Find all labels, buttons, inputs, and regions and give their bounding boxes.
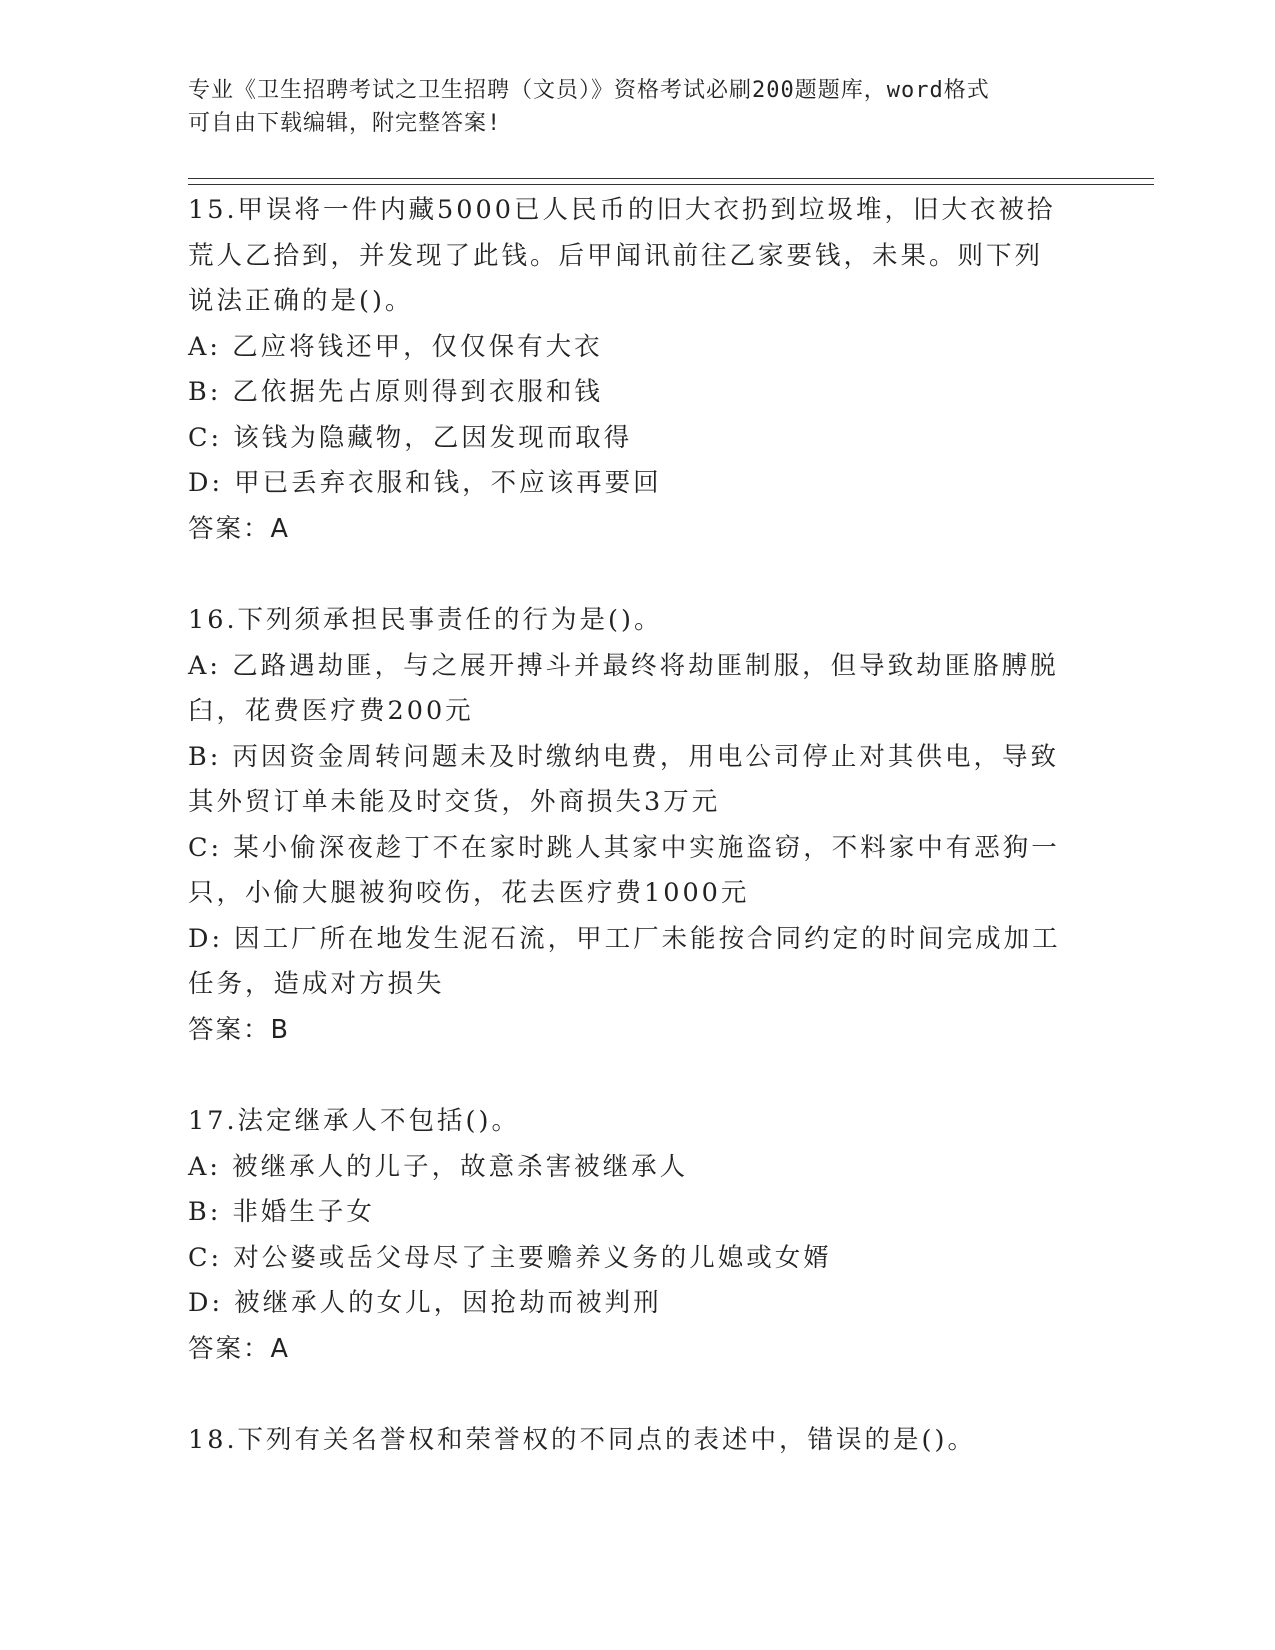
answer-line: 答案：A: [188, 513, 290, 544]
question-stem-line: 说法正确的是()。: [188, 286, 414, 316]
question-stem-line: 17.法定继承人不包括()。: [188, 1106, 520, 1136]
header-divider-top: [188, 178, 1154, 179]
option-b: B: 非婚生子女: [188, 1197, 375, 1227]
answer-line: 答案：B: [188, 1014, 290, 1045]
spacer: [188, 552, 1088, 598]
spacer: [188, 1372, 1088, 1418]
option-d-line-2: 任务，造成对方损失: [188, 969, 445, 999]
answer-line: 答案：A: [188, 1333, 290, 1364]
question-16: [188, 598, 1088, 1053]
header-line-2: 可自由下载编辑，附完整答案!: [188, 111, 502, 136]
question-list: [188, 188, 1088, 1464]
question-stem-line: 16.下列须承担民事责任的行为是()。: [188, 605, 663, 635]
option-b-line-2: 其外贸订单未能及时交货，外商损失3万元: [188, 787, 721, 817]
option-a: A: 被继承人的儿子，故意杀害被继承人: [188, 1151, 689, 1182]
option-c-line-2: 只，小偷大腿被狗咬伤，花去医疗费1000元: [188, 878, 750, 908]
option-c-line-1: C: 某小偷深夜趁丁不在家时跳人其家中实施盗窃，不料家中有恶狗一: [188, 832, 1060, 863]
option-d-line-1: D: 因工厂所在地发生泥石流，甲工厂未能按合同约定的时间完成加工: [188, 923, 1061, 954]
option-d: D: 被继承人的女儿，因抢劫而被判刑: [188, 1288, 662, 1318]
spacer: [188, 1053, 1088, 1099]
question-17: [188, 1099, 1088, 1372]
option-b: B: 乙依据先占原则得到衣服和钱: [188, 377, 603, 407]
document-header: [188, 74, 1088, 140]
header-divider-bottom: [188, 184, 1154, 185]
option-c: C: 对公婆或岳父母尽了主要赡养义务的儿媳或女婿: [188, 1242, 832, 1273]
question-15: [188, 188, 1088, 552]
header-line-1: 专业《卫生招聘考试之卫生招聘（文员）》资格考试必刷200题题库，word格式: [188, 78, 990, 103]
question-stem-line: 18.下列有关名誉权和荣誉权的不同点的表述中，错误的是()。: [188, 1425, 976, 1455]
option-b-line-1: B: 丙因资金周转问题未及时缴纳电费，用电公司停止对其供电，导致: [188, 741, 1059, 772]
question-18: [188, 1418, 1088, 1464]
option-a: A: 乙应将钱还甲，仅仅保有大衣: [188, 331, 603, 362]
question-stem-line: 15.甲误将一件内藏5000已人民币的旧大衣扔到垃圾堆，旧大衣被拾: [188, 195, 1056, 225]
option-d: D: 甲已丢弃衣服和钱，不应该再要回: [188, 468, 662, 498]
question-stem-line: 荒人乙拾到，并发现了此钱。后甲闻讯前往乙家要钱，未果。则下列: [188, 240, 1044, 271]
option-a-line-2: 臼，花费医疗费200元: [188, 696, 474, 726]
option-c: C: 该钱为隐藏物，乙因发现而取得: [188, 422, 633, 453]
option-a-line-1: A: 乙路遇劫匪，与之展开搏斗并最终将劫匪制服，但导致劫匪胳膊脱: [188, 650, 1059, 681]
